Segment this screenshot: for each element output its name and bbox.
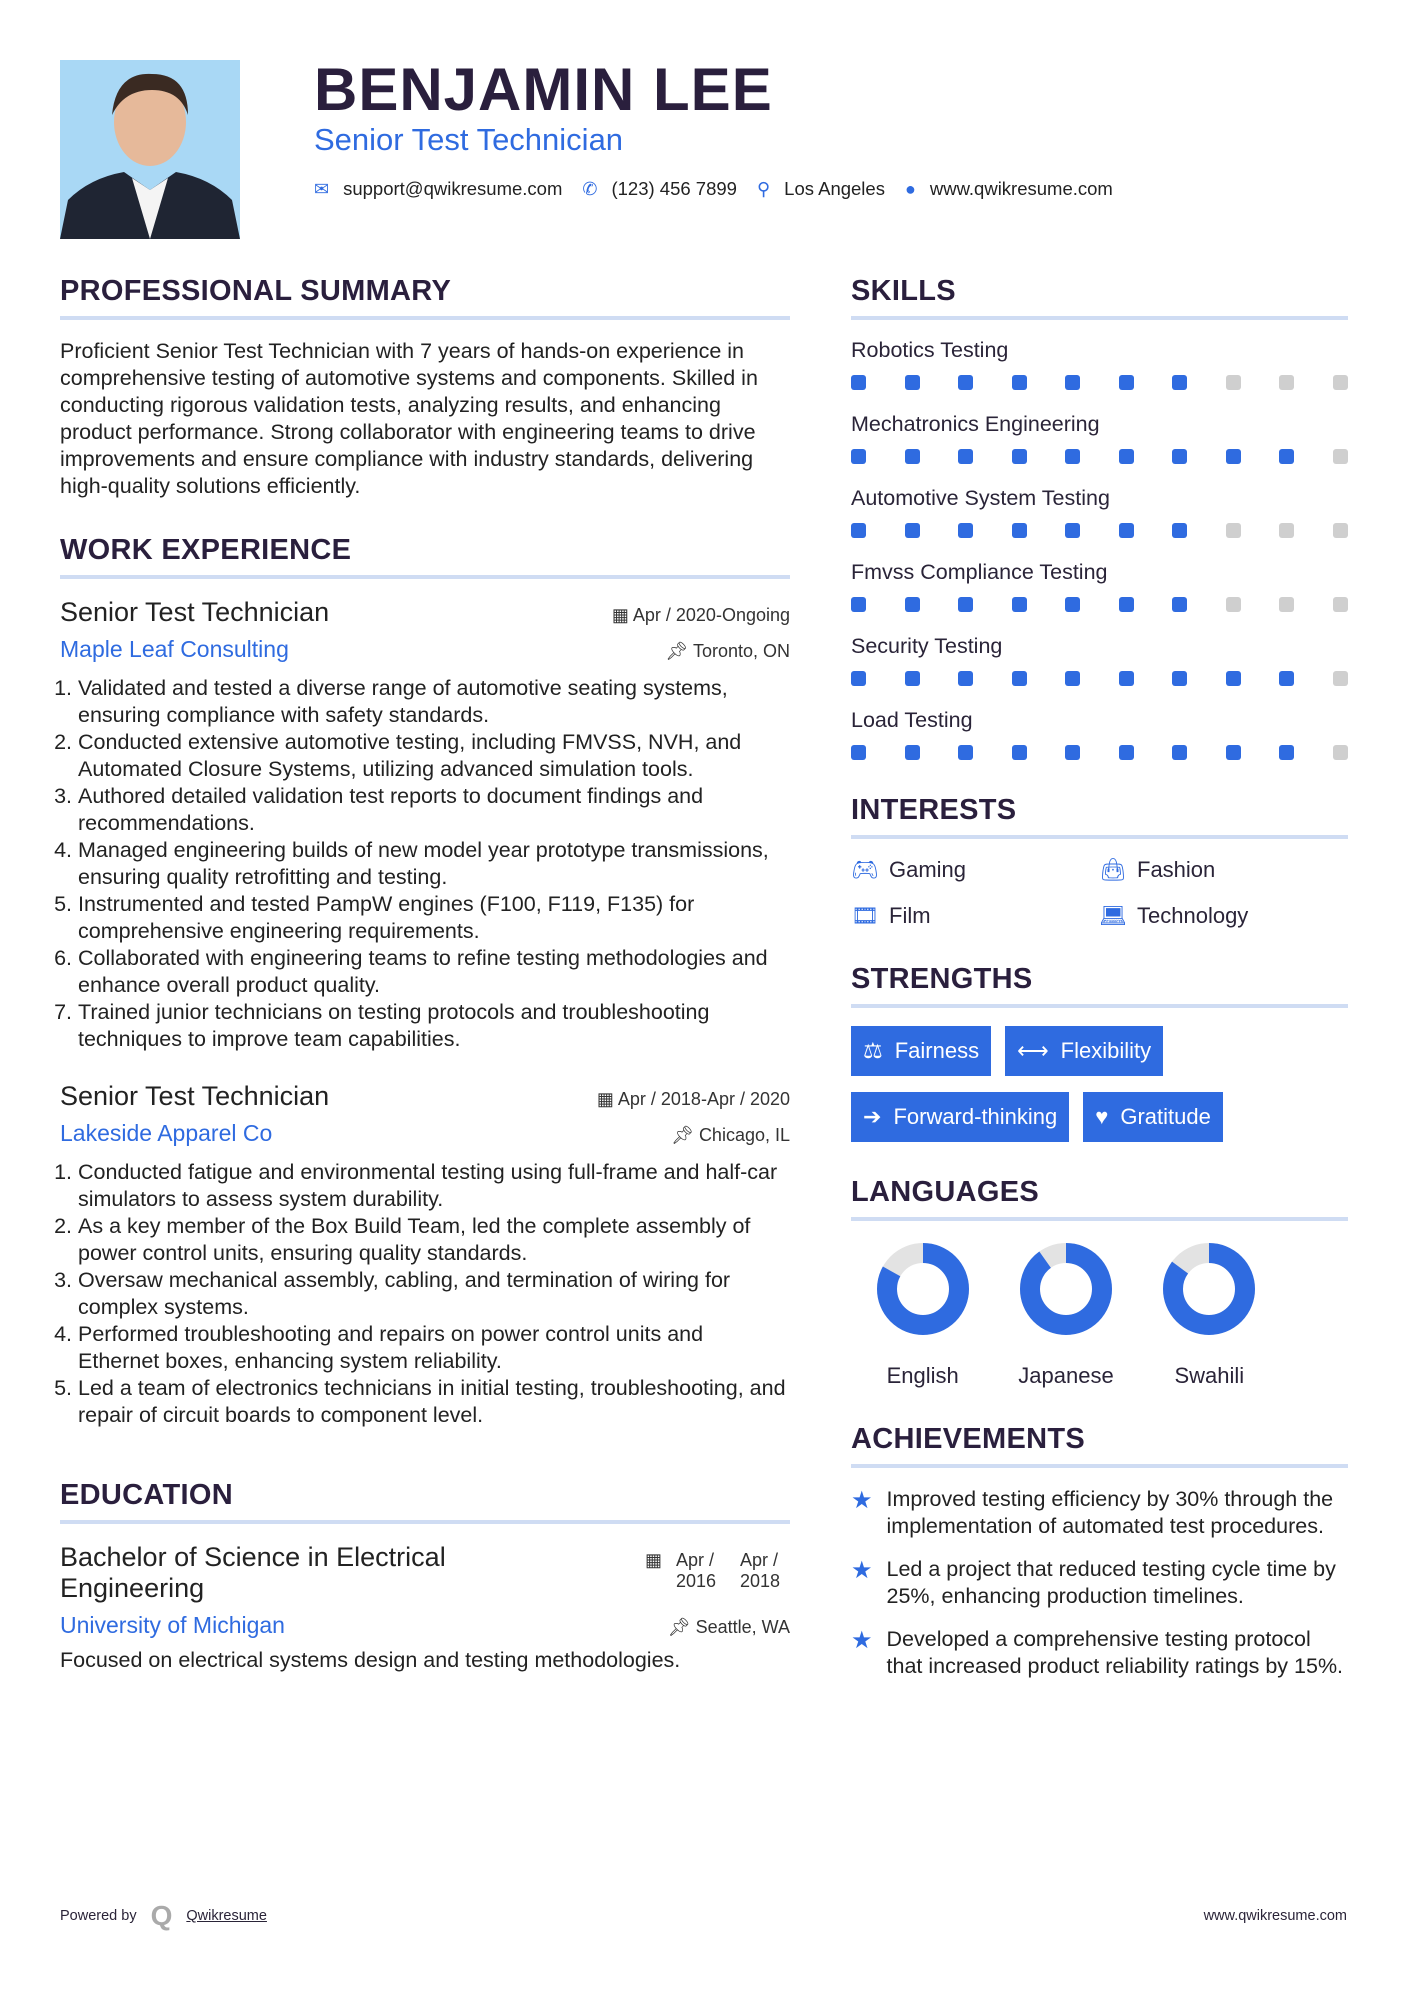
job-dates: Apr / 2018-Apr / 2020 xyxy=(617,1089,790,1109)
right-column xyxy=(851,275,1348,1714)
skill-dot xyxy=(1012,449,1027,464)
job-bullet: 4. Performed troubleshooting and repairs on power control units and Ethernet boxes, enhancing system reliability. xyxy=(78,1321,790,1375)
gamepad-icon: 🎮︎ xyxy=(851,857,879,882)
company-name: Maple Leaf Consulting xyxy=(60,636,289,662)
candidate-name: BENJAMIN LEE xyxy=(314,56,773,123)
skill-dot xyxy=(1333,375,1348,390)
achievement-item xyxy=(851,1556,1348,1610)
edu-location: Seattle, WA xyxy=(695,1617,790,1637)
skill-dot xyxy=(905,745,920,760)
languages-section xyxy=(851,1176,1348,1389)
interests-section xyxy=(851,794,1348,929)
skill-dot xyxy=(1065,597,1080,612)
skill-dot xyxy=(1279,375,1294,390)
skill-dot xyxy=(1119,375,1134,390)
skill-dot xyxy=(1279,449,1294,464)
job-location: Toronto, ON xyxy=(692,641,790,661)
section-heading: STRENGTHS xyxy=(851,963,1348,1008)
skill-rating xyxy=(851,671,1348,686)
interest-label: Technology xyxy=(1137,903,1249,928)
skill-dot xyxy=(1172,523,1187,538)
skill-dot xyxy=(1012,745,1027,760)
brand-link[interactable]: Qwikresume xyxy=(186,1908,267,1924)
skill-dot xyxy=(1172,449,1187,464)
interest-label: Fashion xyxy=(1137,857,1216,882)
job-bullet: 1. Validated and tested a diverse range of automotive seating systems, ensuring compliance with safety standards. xyxy=(78,675,790,729)
calendar-icon: ▦ xyxy=(596,1089,618,1109)
skill-dot xyxy=(1119,597,1134,612)
skill-name: Automotive System Testing xyxy=(851,486,1110,510)
skill-item xyxy=(851,634,1348,686)
film-icon: 🎞︎ xyxy=(851,903,879,928)
skill-dot xyxy=(1333,449,1348,464)
interest-item xyxy=(851,903,1099,929)
skill-dot xyxy=(905,523,920,538)
heart-icon: ♥ xyxy=(1095,1104,1109,1129)
skill-dot xyxy=(1012,671,1027,686)
company-name: Lakeside Apparel Co xyxy=(60,1120,273,1146)
skill-dot xyxy=(1226,375,1241,390)
language-donut xyxy=(1016,1239,1116,1339)
strength-badge xyxy=(1005,1026,1163,1076)
edu-start: Apr / 2016 xyxy=(676,1550,717,1591)
skill-item xyxy=(851,412,1348,464)
edu-description: Focused on electrical systems design and testing methodologies. xyxy=(60,1648,681,1672)
star-icon: ★ xyxy=(851,1487,873,1514)
job-bullet: 1. Conducted fatigue and environmental testing using full-frame and half-car simulators to assess system durability. xyxy=(78,1159,790,1213)
section-heading: WORK EXPERIENCE xyxy=(60,534,790,579)
skill-dot xyxy=(958,375,973,390)
interest-label: Gaming xyxy=(889,857,967,882)
section-heading: ACHIEVEMENTS xyxy=(851,1423,1348,1468)
skill-rating xyxy=(851,745,1348,760)
skill-dot xyxy=(851,375,866,390)
job-bullet: 3. Oversaw mechanical assembly, cabling, and termination of wiring for complex systems. xyxy=(78,1267,790,1321)
section-heading: LANGUAGES xyxy=(851,1176,1348,1221)
job-bullet: 4. Managed engineering builds of new model year prototype transmissions, ensuring quality retrofitting and testing. xyxy=(78,837,790,891)
skill-dot xyxy=(1065,375,1080,390)
job-entry xyxy=(60,1081,790,1429)
job-dates: Apr / 2020-Ongoing xyxy=(632,605,790,625)
language-name: Swahili xyxy=(1174,1363,1245,1388)
job-title: Senior Test Technician xyxy=(60,1081,330,1111)
skill-dot xyxy=(1065,449,1080,464)
strength-badge xyxy=(851,1092,1069,1142)
skill-dot xyxy=(905,671,920,686)
job-location: Chicago, IL xyxy=(698,1125,790,1145)
calendar-icon: ▦ xyxy=(644,1550,662,1570)
achievement-text: Developed a comprehensive testing protocol that increased product reliability ratings by 15%. xyxy=(886,1627,1344,1678)
skill-dot xyxy=(851,597,866,612)
job-bullet: 5. Instrumented and tested PampW engines (F100, F119, F135) for comprehensive engineering requirements. xyxy=(78,891,790,945)
envelope-icon: ✉ xyxy=(314,178,330,199)
skill-dot xyxy=(1012,375,1027,390)
section-heading: SKILLS xyxy=(851,275,1348,320)
pin-icon: 📌︎ xyxy=(665,641,693,661)
skill-item xyxy=(851,708,1348,760)
skill-name: Mechatronics Engineering xyxy=(851,412,1100,436)
summary-text: Proficient Senior Test Technician with 7 years of hands-on experience in comprehensive testing of automotive systems and components. Skilled in conducting rigorous validation tests, analyzing results, and enhancing product performance. Strong collaborator with engineering teams to drive improvements and ensure compliance with industry standards, delivering high-quality solutions efficiently. xyxy=(60,339,758,498)
skill-item xyxy=(851,338,1348,390)
skill-dot xyxy=(905,597,920,612)
skill-dot xyxy=(1065,523,1080,538)
powered-by-label: Powered by xyxy=(60,1908,137,1924)
job-bullet: 5. Led a team of electronics technicians in initial testing, troubleshooting, and repair of circuit boards to component level. xyxy=(78,1375,790,1429)
left-column xyxy=(60,275,790,1708)
job-bullet: 3. Authored detailed validation test reports to document findings and recommendations. xyxy=(78,783,790,837)
pin-icon: 📌︎ xyxy=(667,1617,696,1637)
achievement-item xyxy=(851,1626,1348,1680)
skill-rating xyxy=(851,597,1348,612)
footer xyxy=(60,1900,1347,1932)
skill-name: Fmvss Compliance Testing xyxy=(851,560,1108,584)
skill-dot xyxy=(1279,671,1294,686)
interest-label: Film xyxy=(889,903,931,928)
section-heading: EDUCATION xyxy=(60,1479,790,1524)
skill-dot xyxy=(1172,745,1187,760)
education-section xyxy=(60,1479,790,1674)
skill-dot xyxy=(1172,375,1187,390)
skill-dot xyxy=(1119,449,1134,464)
strength-label: Fairness xyxy=(894,1038,980,1063)
website-link[interactable]: www.qwikresume.com xyxy=(929,178,1113,199)
skill-dot xyxy=(1065,745,1080,760)
skill-dot xyxy=(1119,745,1134,760)
phone-text: (123) 456 7899 xyxy=(611,178,737,199)
language-donut xyxy=(873,1239,973,1339)
job-entry xyxy=(60,597,790,1053)
section-heading: INTERESTS xyxy=(851,794,1348,839)
skill-name: Security Testing xyxy=(851,634,1003,658)
skill-name: Robotics Testing xyxy=(851,338,1009,362)
skill-dot xyxy=(1226,597,1241,612)
skill-dot xyxy=(958,597,973,612)
section-heading: PROFESSIONAL SUMMARY xyxy=(60,275,790,320)
strength-badge xyxy=(1083,1092,1223,1142)
job-bullet: 2. Conducted extensive automotive testing, including FMVSS, NVH, and Automated Closure Systems, utilizing advanced simulation tools. xyxy=(78,729,790,783)
language-donut xyxy=(1159,1239,1259,1339)
skill-dot xyxy=(1119,523,1134,538)
interest-item xyxy=(1099,903,1348,929)
strengths-section xyxy=(851,963,1348,1142)
calendar-icon: ▦ xyxy=(611,605,633,625)
shopping-bag-icon: 👜︎ xyxy=(1099,857,1127,882)
achievement-text: Improved testing efficiency by 30% through the implementation of automated test procedures. xyxy=(886,1487,1334,1538)
star-icon: ★ xyxy=(851,1627,873,1654)
skill-rating xyxy=(851,449,1348,464)
strength-label: Gratitude xyxy=(1120,1104,1211,1129)
job-bullet: 7. Trained junior technicians on testing protocols and troubleshooting techniques to improve team capabilities. xyxy=(78,999,790,1053)
skill-dot xyxy=(1065,671,1080,686)
skill-item xyxy=(851,560,1348,612)
laptop-icon: 💻︎ xyxy=(1099,903,1127,928)
skill-dot xyxy=(1012,597,1027,612)
job-bullet: 2. As a key member of the Box Build Team, led the complete assembly of power control units, ensuring quality standards. xyxy=(78,1213,790,1267)
arrow-right-icon: ➔ xyxy=(863,1104,882,1129)
skill-dot xyxy=(958,449,973,464)
experience-section xyxy=(60,534,790,1429)
job-bullet: 6. Collaborated with engineering teams to refine testing methodologies and enhance overall product quality. xyxy=(78,945,790,999)
skill-dot xyxy=(1226,745,1241,760)
skill-dot xyxy=(1333,671,1348,686)
star-icon: ★ xyxy=(851,1557,873,1584)
achievements-section xyxy=(851,1423,1348,1680)
skill-dot xyxy=(851,523,866,538)
skill-dot xyxy=(851,449,866,464)
skill-dot xyxy=(1226,449,1241,464)
achievement-item xyxy=(851,1486,1348,1540)
arrows-h-icon: ⟷ xyxy=(1017,1038,1049,1063)
skill-name: Load Testing xyxy=(851,708,973,732)
language-item xyxy=(1159,1239,1259,1389)
language-name: English xyxy=(886,1363,959,1388)
skill-dot xyxy=(1333,523,1348,538)
skill-rating xyxy=(851,523,1348,538)
language-item xyxy=(1016,1239,1116,1389)
skill-dot xyxy=(1226,523,1241,538)
school-name: University of Michigan xyxy=(60,1612,285,1638)
location-text: Los Angeles xyxy=(784,178,885,199)
skill-dot xyxy=(958,523,973,538)
contact-info xyxy=(314,178,1133,200)
skill-dot xyxy=(905,449,920,464)
skill-dot xyxy=(1279,745,1294,760)
interest-item xyxy=(1099,857,1348,883)
degree: Bachelor of Science in Electrical Engineering xyxy=(60,1542,446,1603)
candidate-title: Senior Test Technician xyxy=(314,122,624,157)
phone-icon: ✆ xyxy=(582,178,598,199)
skill-dot xyxy=(1172,597,1187,612)
skill-dot xyxy=(1226,671,1241,686)
skill-dot xyxy=(1012,523,1027,538)
summary-section xyxy=(60,275,790,500)
strength-label: Flexibility xyxy=(1060,1038,1152,1063)
email-link[interactable]: support@qwikresume.com xyxy=(343,178,563,199)
strength-label: Forward-thinking xyxy=(893,1104,1058,1129)
edu-end: Apr / 2018 xyxy=(740,1550,781,1591)
skill-item xyxy=(851,486,1348,538)
language-item xyxy=(873,1239,973,1389)
map-marker-icon: ⚲ xyxy=(756,178,771,199)
skill-dot xyxy=(958,745,973,760)
skill-dot xyxy=(905,375,920,390)
footer-website[interactable]: www.qwikresume.com xyxy=(1203,1908,1347,1924)
achievement-text: Led a project that reduced testing cycle time by 25%, enhancing production timelines. xyxy=(886,1557,1336,1608)
skill-rating xyxy=(851,375,1348,390)
skill-dot xyxy=(1119,671,1134,686)
skill-dot xyxy=(1279,523,1294,538)
skill-dot xyxy=(851,745,866,760)
profile-photo xyxy=(60,60,240,239)
language-name: Japanese xyxy=(1018,1363,1114,1388)
globe-icon: ● xyxy=(904,178,916,199)
interest-item xyxy=(851,857,1099,883)
skill-dot xyxy=(958,671,973,686)
skill-dot xyxy=(1172,671,1187,686)
skill-dot xyxy=(1333,745,1348,760)
pin-icon: 📌︎ xyxy=(671,1125,699,1145)
skill-dot xyxy=(1333,597,1348,612)
job-title: Senior Test Technician xyxy=(60,597,330,627)
balance-scale-icon: ⚖ xyxy=(863,1038,883,1063)
skill-dot xyxy=(1279,597,1294,612)
strength-badge xyxy=(851,1026,991,1076)
skills-section xyxy=(851,275,1348,760)
skill-dot xyxy=(851,671,866,686)
qwikresume-logo-icon: Q xyxy=(150,1900,173,1931)
